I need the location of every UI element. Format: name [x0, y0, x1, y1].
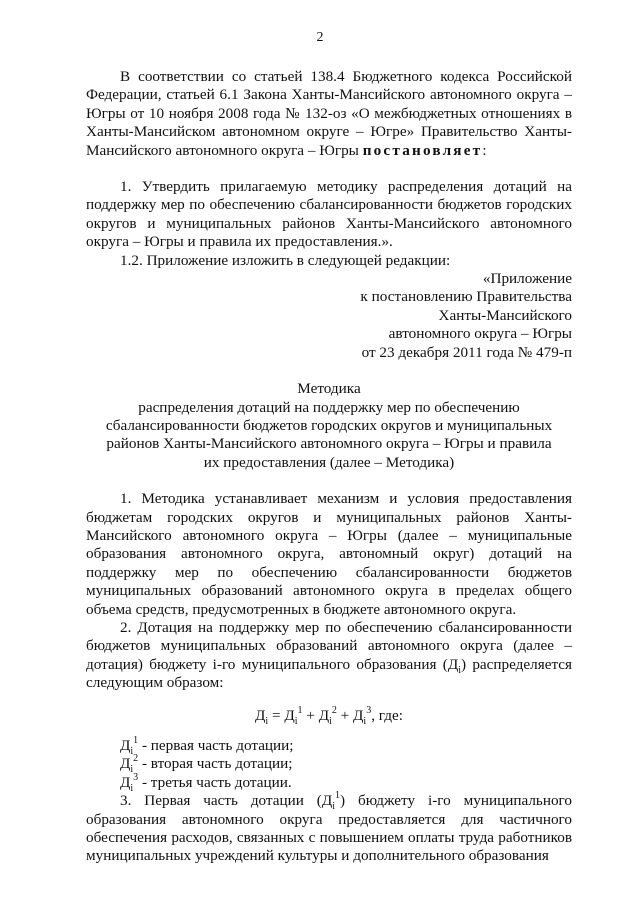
definition-2: $Д_i^2$ - вторая часть дотации;: [120, 753, 293, 776]
annex-line-3: Ханты-Мансийского: [438, 306, 572, 324]
methodology-title: [86, 380, 572, 472]
preamble-text: В соответствии со статьей 138.4 Бюджетного кодекса Российской Федерации, статьей 6.1 Закона Ханты-Мансийского автономного округа – Югры от 10 ноября 2008 года № 132-оз «О межбюджетных отношениях в Ханты-Мансийском автономном округе – Югре» Правительство Ханты-Мансийского автономного округа – Югры: [86, 68, 572, 159]
definitions-list: [86, 734, 572, 794]
title-line-5: их предоставления (далее – Методика): [203, 453, 455, 471]
document-body: [86, 68, 572, 866]
annex-line-5: от 23 декабря 2011 года № 479-п: [361, 343, 572, 361]
paragraph-2-text: 2. Дотация на поддержку мер по обеспечению сбалансированности бюджетов муниципальных образований автономного округа (далее – дотация) бюджету i-го муниципального образования (Д: [86, 618, 572, 673]
annex-block: [86, 270, 572, 362]
decree-word: постановляет: [362, 141, 483, 159]
paragraph-3: 3. Первая часть дотации $(Д_i^1)$ бюджету i-го муниципального образования автономного округа предоставляется для частичного обеспечения расходов, связанных с повышением оплаты труда работников муниципальных учреждений культуры и дополнительного образования: [86, 790, 572, 865]
page-number: 2: [316, 30, 324, 45]
annex-line-4: автономного округа – Югры: [388, 325, 572, 343]
title-line-2: распределения дотаций на поддержку мер по обеспечению: [138, 398, 520, 416]
title-line-1: Методика: [297, 380, 361, 398]
paragraph-3-rest: ) бюджету i-го муниципального образования автономного округа предоставляется для частичного обеспечения расходов, связанных с повышением оплаты труда работников муниципальных учреждений культуры и дополнительного образования: [86, 792, 572, 865]
paragraph-2-end: ) распределяется следующим образом:: [86, 655, 572, 692]
paragraph-2: [86, 619, 572, 693]
title-line-3: сбалансированности бюджетов городских округов и муниципальных: [105, 416, 553, 434]
item-1-2: 1.2. Приложение изложить в следующей редакции:: [120, 251, 451, 269]
preamble-colon: :: [482, 141, 487, 159]
title-line-4: районов Ханты-Мансийского автономного округа – Югры и правила: [106, 435, 552, 453]
definition-3: $Д_i^3$ - третья часть дотации.: [120, 771, 292, 794]
paragraph-3-start: 3. Первая часть дотации (Д: [120, 792, 333, 810]
paragraph-1: 1. Методика устанавливает механизм и условия предоставления бюджетам городских округов и муниципальных районов Ханты-Мансийского автономного округа – Югры (далее – муниципальные образования автономного округа, автономный округ) дотаций на поддержку мер по обеспечению сбалансированности бюджетов муниципальных образований автономного округа в пределах общего объема средств, предусмотренных в бюджете автономного округа.: [86, 490, 572, 618]
item-1: 1. Утвердить прилагаемую методику распределения дотаций на поддержку мер по обеспечению сбалансированности бюджетов городских округов и муниципальных районов Ханты-Мансийского автономного округа – Югры и правила их предоставления.».: [86, 178, 572, 251]
paragraph-2-subscript: i: [458, 664, 461, 676]
definition-1: $Д_i^1$ - первая часть дотации;: [120, 734, 294, 758]
annex-line-2: к постановлению Правительства: [360, 288, 572, 306]
formula: $Д_i = Д_i^1 + Д_i^2 + Д_i^3$, где:: [255, 704, 403, 727]
preamble-paragraph: [86, 68, 572, 160]
annex-line-1: «Приложение: [482, 270, 572, 288]
